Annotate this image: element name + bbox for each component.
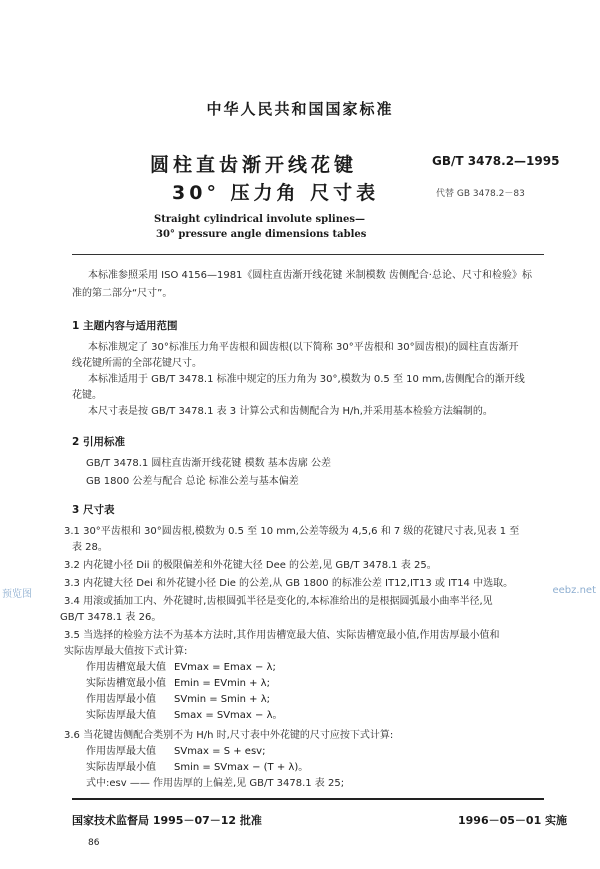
s1-p2-line1: 本标准适用于 GB/T 3478.1 标准中规定的压力角为 30°,模数为 0.5 至 10 mm,齿侧配合的渐开线 <box>88 374 525 385</box>
document-title-cn-line1: 圆柱直齿渐开线花键 <box>150 154 358 176</box>
s3-5-line1: 3.5 当选择的检验方法不为基本方法时,其作用齿槽宽最大值、实际齿槽宽最小值,作用齿厚最小值和 <box>64 630 500 641</box>
page-number: 86 <box>88 838 100 848</box>
section-1-title: 1 主题内容与适用范围 <box>72 320 178 332</box>
formula-label: 实际齿厚最小值 <box>86 762 156 773</box>
s3-6-line1: 3.6 当花键齿侧配合类别不为 H/h 时,尺寸表中外花键的尺寸应按下式计算: <box>64 730 394 741</box>
s3-2: 3.2 内花键小径 Dii 的极限偏差和外花键大径 Dee 的公差,见 GB/T 3478.1 表 25。 <box>64 560 437 571</box>
implementation-date: 1996－05－01 实施 <box>458 814 568 827</box>
formula-3-6-2 <box>86 760 308 776</box>
formula-3-6-1 <box>86 744 265 760</box>
document-title-cn-line2: 30° 压力角 尺寸表 <box>172 182 380 204</box>
formula-3-5-2 <box>86 676 270 692</box>
intro-line1: 本标准参照采用 ISO 4156—1981《圆柱直齿渐开线花键 米制模数 齿侧配合·总论、尺寸和检验》标 <box>88 270 532 281</box>
s3-6-note: 式中:esv —— 作用齿厚的上偏差,见 GB/T 3478.1 表 25; <box>86 778 345 789</box>
formula-expression: SVmax = S + esv; <box>174 746 266 757</box>
section-2-title: 2 引用标准 <box>72 436 125 448</box>
formula-3-5-4 <box>86 708 283 724</box>
formula-expression: Smax = SVmax − λ。 <box>174 710 283 721</box>
title-en-line1: Straight cylindrical involute splines— <box>154 214 365 225</box>
s3-1-line1: 3.1 30°平齿根和 30°圆齿根,模数为 0.5 至 10 mm,公差等级为 4,5,6 和 7 级的花键尺寸表,见表 1 至 <box>64 526 520 537</box>
formula-3-5-1 <box>86 660 276 676</box>
formula-3-5-3 <box>86 692 270 708</box>
s3-4-line2: GB/T 3478.1 表 26。 <box>60 612 162 623</box>
s1-p1-line2: 线花键所需的全部花键尺寸。 <box>72 358 202 369</box>
formula-label: 实际齿槽宽最小值 <box>86 678 166 689</box>
reference-1: GB/T 3478.1 圆柱直齿渐开线花键 模数 基本齿廓 公差 <box>86 458 331 469</box>
s1-p3: 本尺寸表是按 GB/T 3478.1 表 3 计算公式和齿侧配合为 H/h,并采用基本检验方法编制的。 <box>88 406 493 417</box>
watermark-left-text: 预览图 <box>2 589 32 599</box>
replaces-standard: 代替 GB 3478.2－83 <box>436 189 525 199</box>
s1-p2-line2: 花键。 <box>72 390 102 401</box>
national-standard-heading: 中华人民共和国国家标准 <box>206 100 394 118</box>
formula-expression: Emin = EVmin + λ; <box>174 678 270 689</box>
formula-label: 作用齿厚最小值 <box>86 694 156 705</box>
s1-p1-line1: 本标准规定了 30°标准压力角平齿根和圆齿根(以下简称 30°平齿根和 30°圆齿根)的圆柱直齿渐开 <box>88 342 519 353</box>
formula-label: 作用齿槽宽最大值 <box>86 662 166 673</box>
s3-4-line1: 3.4 用滚或插加工内、外花键时,齿根圆弧半径是变化的,本标准给出的是根据圆弧最小曲率半径,见 <box>64 596 493 607</box>
formula-label: 实际齿厚最大值 <box>86 710 156 721</box>
reference-2: GB 1800 公差与配合 总论 标准公差与基本偏差 <box>86 476 299 487</box>
footer-divider <box>72 798 544 800</box>
formula-expression: EVmax = Emax − λ; <box>174 662 276 673</box>
header-divider <box>72 254 544 255</box>
watermark-right-text: eebz.net <box>552 585 596 596</box>
s3-3: 3.3 内花键大径 Dei 和外花键小径 Die 的公差,从 GB 1800 的标准公差 IT12,IT13 或 IT14 中选取。 <box>64 578 514 589</box>
approval-date: 国家技术监督局 1995－07－12 批准 <box>72 814 262 827</box>
section-3-title: 3 尺寸表 <box>72 504 115 516</box>
standard-number: GB/T 3478.2—1995 <box>432 154 560 168</box>
formula-expression: SVmin = Smin + λ; <box>174 694 271 705</box>
intro-line2: 准的第二部分“尺寸”。 <box>72 288 173 299</box>
formula-label: 作用齿厚最大值 <box>86 746 156 757</box>
document-title-en <box>154 212 366 242</box>
s3-5-line2: 实际齿厚最大值按下式计算: <box>64 646 188 657</box>
formula-expression: Smin = SVmax − (T + λ)。 <box>174 762 309 773</box>
s3-1-line2: 表 28。 <box>72 542 108 553</box>
preview-watermark <box>0 585 600 599</box>
title-en-line2: 30° pressure angle dimensions tables <box>156 229 367 240</box>
